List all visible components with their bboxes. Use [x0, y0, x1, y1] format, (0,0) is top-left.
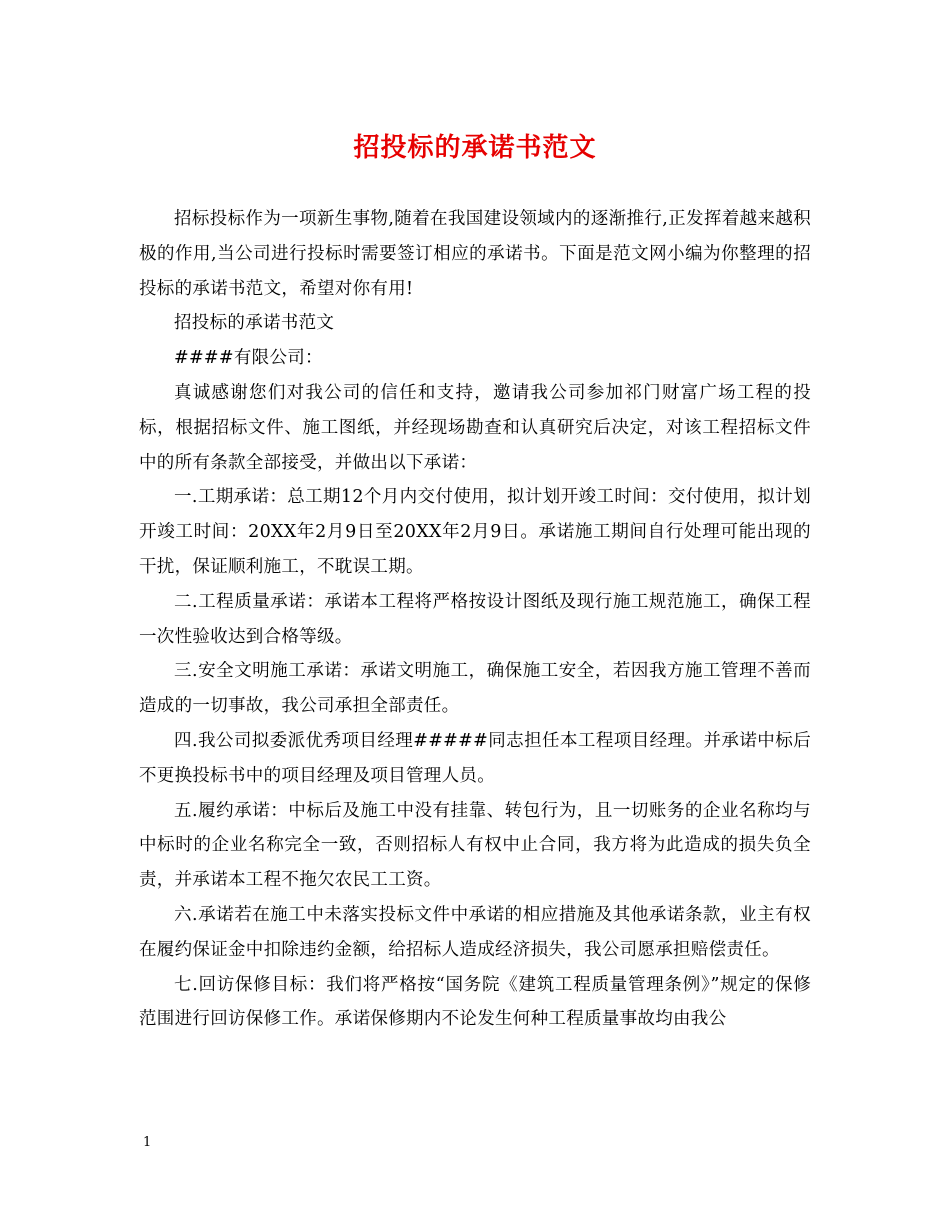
document-body: [139, 202, 811, 1037]
intro-paragraph: 招标投标作为一项新生事物,随着在我国建设领域内的逐渐推行,正发挥着越来越积极的作用,当公司进行投标时需要签订相应的承诺书。下面是范文网小编为你整理的招投标的承诺书范文，希望对你有用!: [139, 209, 811, 299]
addressee-paragraph: ####有限公司：: [174, 348, 323, 369]
subtitle-paragraph: 招投标的承诺书范文: [174, 313, 335, 334]
page-number: 1: [143, 1135, 152, 1150]
commitment-6-paragraph: 六.承诺若在施工中未落实投标文件中承诺的相应措施及其他承诺条款，业主有权在履约保证金中扣除违约金额，给招标人造成经济损失，我公司愿承担赔偿责任。: [139, 904, 811, 960]
commitment-4-paragraph: 四.我公司拟委派优秀项目经理#####同志担任本工程项目经理。并承诺中标后不更换投标书中的项目经理及项目管理人员。: [139, 730, 811, 786]
commitment-1-paragraph: 一.工期承诺：总工期12个月内交付使用，拟计划开竣工时间：交付使用，拟计划开竣工时间：20XX年2月9日至20XX年2月9日。承诺施工期间自行处理可能出现的干扰，保证顺利施工，不耽误工期。: [139, 487, 811, 577]
commitment-7-paragraph: 七.回访保修目标：我们将严格按“国务院《建筑工程质量管理条例》”规定的保修范围进行回访保修工作。承诺保修期内不论发生何种工程质量事故均由我公: [139, 974, 811, 1030]
commitment-2-paragraph: 二.工程质量承诺：承诺本工程将严格按设计图纸及现行施工规范施工，确保工程一次性验收达到合格等级。: [139, 591, 811, 647]
commitment-5-paragraph: 五.履约承诺：中标后及施工中没有挂靠、转包行为，且一切账务的企业名称均与中标时的企业名称完全一致，否则招标人有权中止合同，我方将为此造成的损失负全责，并承诺本工程不拖欠农民工工资。: [139, 800, 811, 891]
document-title: 招投标的承诺书范文: [353, 133, 597, 163]
thanks-paragraph: 真诚感谢您们对我公司的信任和支持，邀请我公司参加祁门财富广场工程的投标，根据招标文件、施工图纸，并经现场勘查和认真研究后决定，对该工程招标文件中的所有条款全部接受，并做出以下承诺：: [139, 382, 811, 473]
commitment-3-paragraph: 三.安全文明施工承诺：承诺文明施工，确保施工安全，若因我方施工管理不善而造成的一切事故，我公司承担全部责任。: [139, 661, 811, 717]
